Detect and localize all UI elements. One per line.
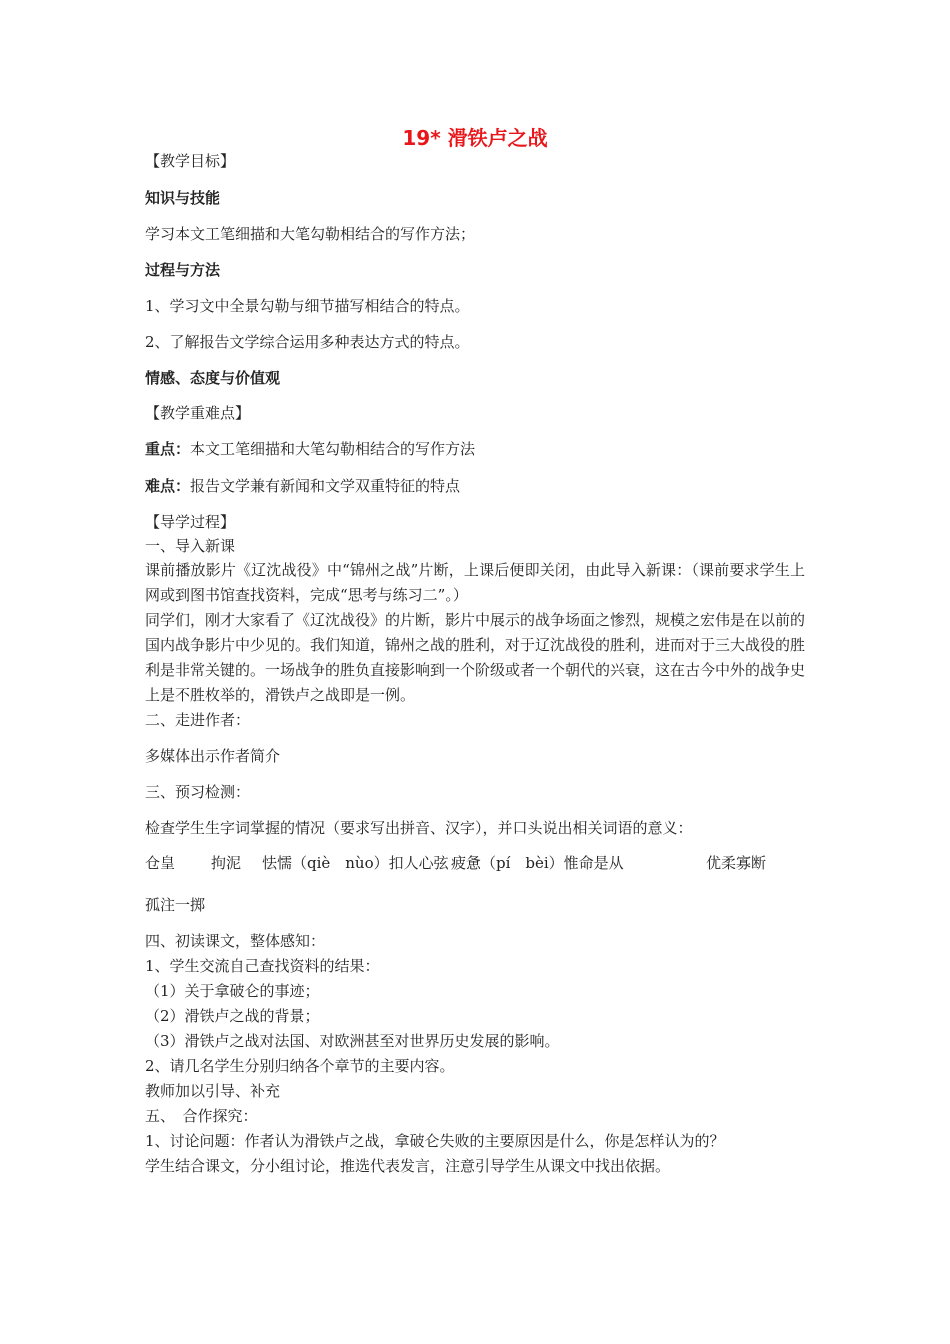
subheading-process: 过程与方法 (145, 261, 221, 279)
paragraph-preview: 检查学生生字词掌握的情况（要求写出拼音、汉字），并口头说出相关词语的意义： (145, 819, 693, 837)
vocab-item: 怯懦（qiè nùo）扣人心弦 (262, 854, 449, 872)
vocab-item: 仓皇 (145, 854, 176, 872)
list-item: 1、讨论问题：作者认为滑铁卢之战，拿破仑失败的主要原因是什么，你是怎样认为的？ (145, 1132, 725, 1150)
heading-author: 二、走进作者： (145, 711, 251, 729)
list-item: 教师加以引导、补充 (145, 1082, 281, 1100)
list-item: （2）滑铁卢之战的背景； (145, 1007, 320, 1025)
paragraph-process-2: 2、了解报告文学综合运用多种表达方式的特点。 (145, 333, 470, 351)
paragraph-knowledge: 学习本文工笔细描和大笔勾勒相结合的写作方法； (145, 225, 476, 243)
paragraph-intro-1: 课前播放影片《辽沈战役》中“锦州之战”片断，上课后便即关闭，由此导入新课：（课前要求学生上网或到图书馆查找资料，完成“思考与练习二”。） (145, 561, 805, 604)
section-heading-goals: 【教学目标】 (145, 152, 236, 170)
heading-first-reading: 四、初读课文，整体感知： (145, 932, 326, 950)
section-heading-guide: 【导学过程】 (145, 513, 236, 531)
vocab-item: 疲惫（pí bèi）惟命是从 (451, 854, 624, 872)
heading-intro: 一、导入新课 (145, 537, 236, 555)
paragraph-intro-2: 同学们，刚才大家看了《辽沈战役》的片断，影片中展示的战争场面之惨烈，规模之宏伟是在以前的国内战争影片中少见的。我们知道，锦州之战的胜利，对于辽沈战役的胜利，进而对于三大战役的胜利是非常关键的。一场战争的胜负直接影响到一个阶级或者一个朝代的兴衰，这在古今中外的战争史上是不胜枚举的，滑铁卢之战即是一例。 (145, 611, 806, 704)
list-item: （3）滑铁卢之战对法国、对欧洲甚至对世界历史发展的影响。 (145, 1032, 560, 1050)
key-point-line (145, 439, 475, 459)
subheading-knowledge: 知识与技能 (145, 189, 221, 207)
paragraph-process-1: 1、学习文中全景勾勒与细节描写相结合的特点。 (145, 297, 470, 315)
difficulty-text: 报告文学兼有新闻和文学双重特征的特点 (190, 477, 461, 495)
list-item: 1、学生交流自己查找资料的结果： (145, 957, 380, 975)
key-point-text: 本文工笔细描和大笔勾勒相结合的写作方法 (190, 440, 476, 458)
key-point-label: 重点： (145, 440, 191, 458)
list-item: （1）关于拿破仑的事迹； (145, 982, 320, 1000)
heading-preview: 三、预习检测： (145, 783, 251, 801)
subheading-emotion: 情感、态度与价值观 (145, 369, 281, 387)
document-title: 19* 滑铁卢之战 (402, 126, 548, 150)
vocab-list (145, 853, 805, 873)
difficulty-line (145, 476, 460, 496)
list-item: 学生结合课文，分小组讨论，推选代表发言，注意引导学生从课文中找出依据。 (145, 1157, 671, 1175)
vocab-item: 拘泥 (211, 854, 242, 872)
list-item: 2、请几名学生分别归纳各个章节的主要内容。 (145, 1057, 455, 1075)
section-heading-key-points: 【教学重难点】 (145, 404, 251, 422)
vocab-item: 优柔寡断 (706, 854, 767, 872)
heading-cooperation: 五、 合作探究： (145, 1107, 258, 1125)
vocab-item: 孤注一掷 (145, 896, 206, 914)
difficulty-label: 难点： (145, 477, 191, 495)
paragraph-author: 多媒体出示作者简介 (145, 747, 281, 765)
